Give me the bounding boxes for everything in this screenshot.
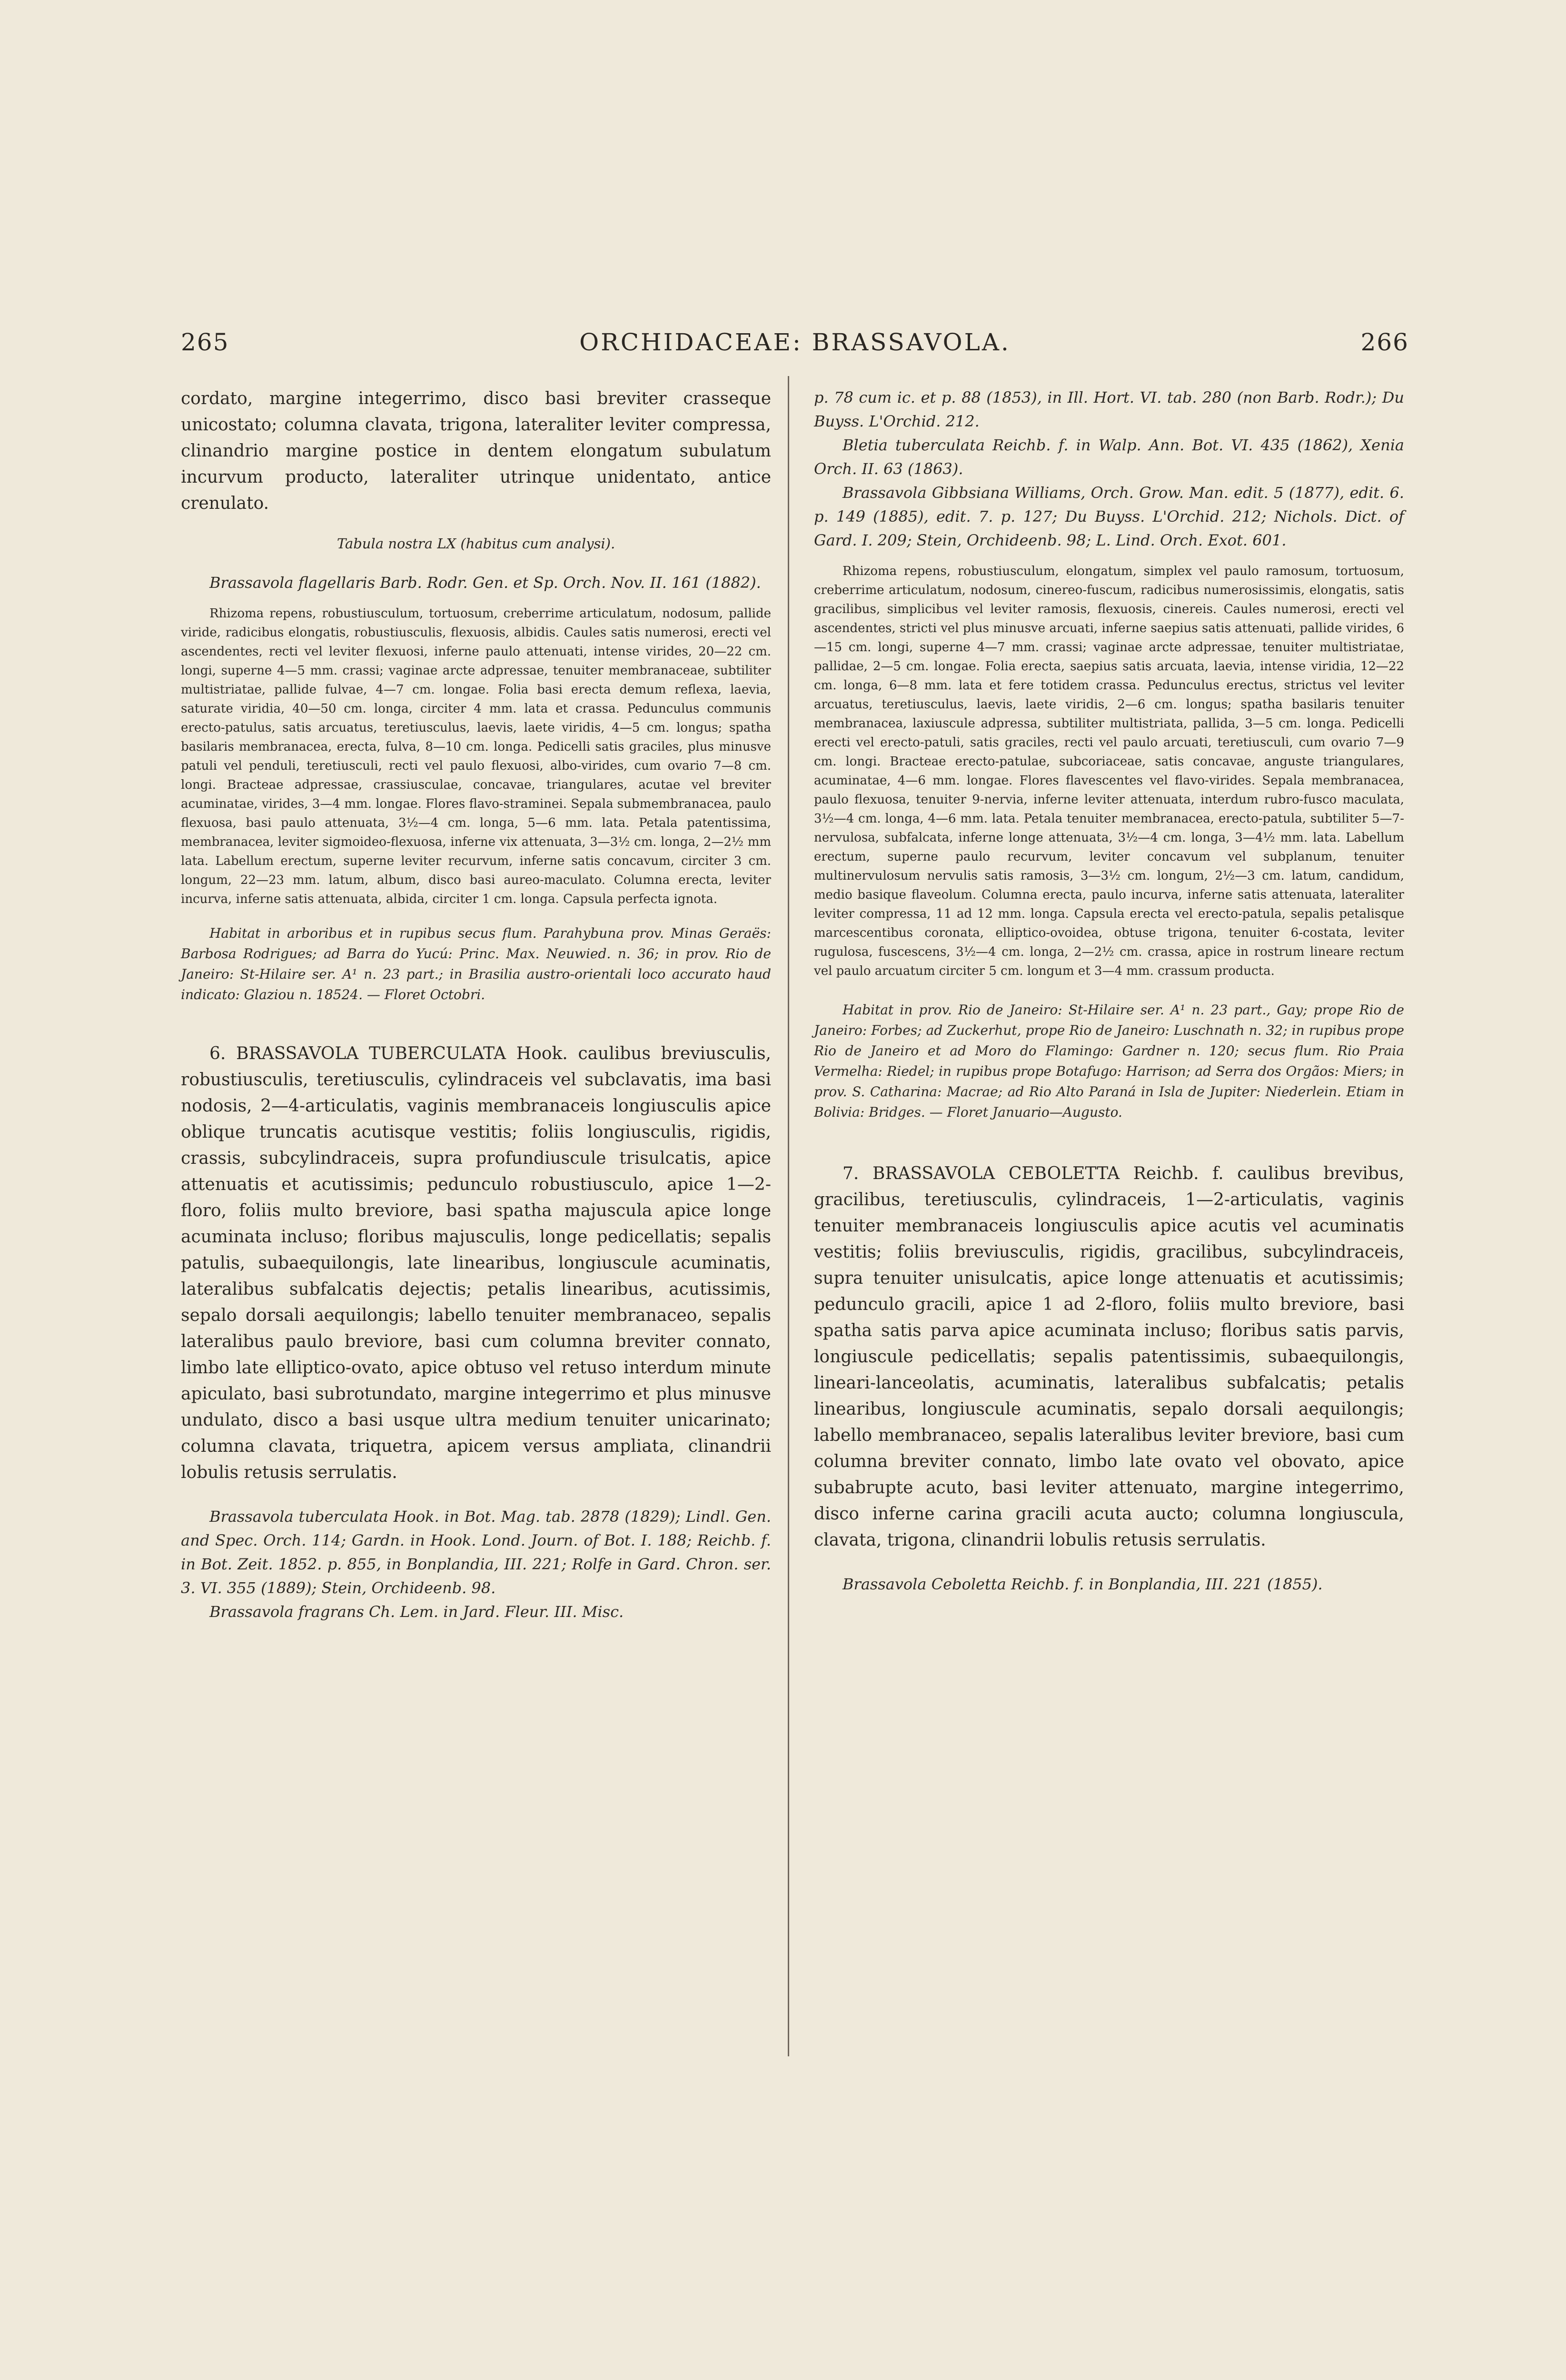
tuberculata-habitat: Habitat in prov. Rio de Janeiro: St-Hilaire ser. A¹ n. 23 part., Gay; prope Rio de Janeiro: Forbes; ad Zuckerhut, prope Rio de Janeiro: Luschnath n. 32; in rupibus prope Rio de Janeiro et ad Moro do Flamingo: Gardner n. 120; secus flum. Rio Praia Vermelha: Riedel; in rupibus prope Botafugo: Harrison; ad Serra dos Orgãos: Miers; in prov. S. Catharina: Macrae; ad Rio Alto Paraná in Isla de Jupiter: Niederlein. Etiam in Bolivia: Bridges. — Floret Januario—Augusto. [814,1002,1404,1120]
tuberculata-references: Brassavola tuberculata Hook. in Bot. Mag. tab. 2878 (1829); Lindl. Gen. and Spec. Orch. 114; Gardn. in Hook. Lond. Journ. of Bot. I. 188; Reichb. f. in Bot. Zeit. 1852. p. 855, in Bonplandia, III. 221; Rolfe in Gard. Chron. ser. 3. VI. 355 (1889); Stein, Orchideenb. 98. [181,1507,771,1597]
ceboletta-description: 7. BRASSAVOLA CEBOLETTA Reichb. f. caulibus brevibus, gracilibus, teretiusculis, cylindraceis, 1—2-articulatis, vaginis tenuiter membranaceis longiusculis apice acutis vel acuminatis vestitis; foliis breviusculis, rigidis, gracilibus, subcylindraceis, supra tenuiter unisulcatis, apice longe attenuatis et acutissimis; pedunculo gracili, apice 1 ad 2-floro, foliis multo breviore, basi spatha satis parva apice acuminata incluso; floribus satis parvis, longiuscule pedicellatis; sepalis patentissimis, subaequilongis, lineari-lanceolatis, acuminatis, lateralibus subfalcatis; petalis linearibus, longiuscule acuminatis, sepalo dorsali aequilongis; labello membranaceo, sepalis lateralibus leviter breviore, basi cum columna breviter connato, limbo late ovato vel obovato, apice subabrupte acuto, basi leviter attenuato, margine integerrimo, disco inferne carina gracili acuta aucto; columna longiuscula, clavata, trigona, clinandrii lobulis retusis serrulatis. [814,1164,1404,1550]
gibbsiana-reference: Brassavola Gibbsiana Williams, Orch. Grow. Man. edit. 5 (1877), edit. 6. p. 149 (1885), edit. 7. p. 127; Du Buyss. L'Orchid. 212; Nichols. Dict. of Gard. I. 209; Stein, Orchideenb. 98; L. Lind. Orch. Exot. 601. [814,484,1404,549]
tuberculata-description: 6. BRASSAVOLA TUBERCULATA Hook. caulibus breviusculis, robustiusculis, teretiusculis, cylindraceis vel subclavatis, ima basi nodosis, 2—4-articulatis, vaginis membranaceis longiusculis apice oblique truncatis acutisque vestitis; foliis longiusculis, rigidis, crassis, subcylindraceis, supra profundiuscule trisulcatis, apice attenuatis et acutissimis; pedunculo robustiusculo, apice 1—2-floro, foliis multo breviore, basi spatha majuscula apice longe acuminata incluso; floribus majusculis, longe pedicellatis; sepalis patulis, subaequilongis, late linearibus, longiuscule acuminatis, lateralibus subfalcatis dejectis; petalis linearibus, acutissimis, sepalo dorsali aequilongis; labello tenuiter membranaceo, sepalis lateralibus paulo breviore, basi cum columna breviter connato, limbo late elliptico-ovato, apice obtuso vel retuso interdum minute apiculato, basi subrotundato, margine integerrimo et plus minusve undulato, disco a basi usque ultra medium tenuiter unicarinato; columna clavata, triquetra, apicem versus ampliata, clinandrii lobulis retusis serrulatis. [181,1044,771,1482]
column-divider [788,376,789,2056]
fragrans-reference: Brassavola fragrans Ch. Lem. in Jard. Fleur. III. Misc. [209,1603,624,1621]
plate-reference: Tabula nostra LX (habitus cum analysi). [337,536,615,552]
running-title: ORCHIDACEAE: BRASSAVOLA. [579,328,1011,356]
bletia-reference: Bletia tuberculata Reichb. f. in Walp. Ann. Bot. VI. 435 (1862), Xenia Orch. II. 63 (1863). [814,436,1404,478]
page-number-right: 266 [1360,328,1409,356]
flagellaris-habitat: Habitat in arboribus et in rupibus secus flum. Parahybuna prov. Minas Geraës: Barbosa Rodrigues; ad Barra do Yucú: Princ. Max. Neuwied. n. 36; in prov. Rio de Janeiro: St-Hilaire ser. A¹ n. 23 part.; in Brasilia austro-orientali loco accurato haud indicato: Glaziou n. 18524. — Floret Octobri. [181,925,771,1002]
continued-references: p. 78 cum ic. et p. 88 (1853), in Ill. Hort. VI. tab. 280 (non Barb. Rodr.); Du Buyss. L'Orchid. 212. [814,388,1404,430]
ceboletta-reference: Brassavola Ceboletta Reichb. f. in Bonplandia, III. 221 (1855). [842,1575,1323,1593]
running-header [181,328,1409,371]
left-column [181,386,771,1624]
flagellaris-reference: Brassavola flagellaris Barb. Rodr. Gen. et Sp. Orch. Nov. II. 161 (1882). [209,574,761,592]
flagellaris-description: Rhizoma repens, robustiusculum, tortuosum, creberrime articulatum, nodosum, pallide viride, radicibus elongatis, robustiusculis, flexuosis, albidis. Caules satis numerosi, erecti vel ascendentes, recti vel leviter flexuosi, inferne paulo attenuati, intense virides, 20—22 cm. longi, superne 4—5 mm. crassi; vaginae arcte adpressae, tenuiter membranaceae, subtiliter multistriatae, pallide fulvae, 4—7 cm. longae. Folia basi erecta demum reflexa, laevia, saturate viridia, 40—50 cm. longa, circiter 4 mm. lata et crassa. Pedunculus communis erecto-patulus, satis arcuatus, teretiusculus, laevis, laete viridis, 4—5 cm. longus; spatha basilaris membranacea, erecta, fulva, 8—10 cm. longa. Pedicelli satis graciles, plus minusve patuli vel penduli, teretiusculi, recti vel paulo flexuosi, albo-virides, cum ovario 7—8 cm. longi. Bracteae adpressae, crassiusculae, concavae, triangulares, acutae vel breviter acuminatae, virides, 3—4 mm. longae. Flores flavo-straminei. Sepala submembranacea, paulo flexuosa, basi paulo attenuata, 3½—4 cm. longa, 5—6 mm. lata. Petala patentissima, membranacea, leviter sigmoideo-flexuosa, inferne vix attenuata, 3—3½ cm. longa, 2—2½ mm lata. Labellum erectum, superne leviter recurvum, inferne satis concavum, circiter 3 cm. longum, 22—23 mm. latum, album, disco basi aureo-maculato. Columna erecta, leviter incurva, inferne satis attenuata, albida, circiter 1 cm. longa. Capsula perfecta ignota. [181,606,771,906]
continued-description: cordato, margine integerrimo, disco basi breviter crasseque unicostato; columna clavata, trigona, lateraliter leviter compressa, clinandrio margine postice in dentem elongatum subulatum incurvum producto, lateraliter utrinque unidentato, antice crenulato. [181,389,771,513]
right-column [814,386,1404,1596]
tuberculata-detail-description: Rhizoma repens, robustiusculum, elongatum, simplex vel paulo ramosum, tortuosum, creberrime articulatum, nodosum, cinereo-fuscum, radicibus numerosissimis, elongatis, satis gracilibus, simplicibus vel leviter ramosis, flexuosis, cinereis. Caules numerosi, erecti vel ascendentes, stricti vel plus minusve arcuati, inferne saepius satis attenuati, pallide virides, 6—15 cm. longi, superne 4—7 mm. crassi; vaginae arcte adpressae, tenuiter multistriatae, pallidae, 2—5 cm. longae. Folia erecta, saepius satis arcuata, laevia, intense viridia, 12—22 cm. longa, 6—8 mm. lata et fere totidem crassa. Pedunculus erectus, strictus vel leviter arcuatus, teretiusculus, laevis, laete viridis, 2—6 cm. longus; spatha basilaris tenuiter membranacea, laxiuscule adpressa, subtiliter multistriata, pallida, 3—5 cm. longa. Pedicelli erecti vel erecto-patuli, satis graciles, recti vel paulo arcuati, teretiusculi, cum ovario 7—9 cm. longi. Bracteae erecto-patulae, subcoriaceae, satis concavae, anguste triangulares, acuminatae, 4—6 mm. longae. Flores flavescentes vel flavo-virides. Sepala membranacea, paulo flexuosa, tenuiter 9-nervia, inferne leviter attenuata, interdum rubro-fusco maculata, 3½—4 cm. longa, 4—6 mm. lata. Petala tenuiter membranacea, erecto-patula, subtiliter 5—7-nervulosa, subfalcata, inferne longe attenuata, 3½—4 cm. longa, 3—4½ mm. lata. Labellum erectum, superne paulo recurvum, leviter concavum vel subplanum, tenuiter multinervulosum nervulis satis ramosis, 3—3½ cm. longum, 2½—3 cm. latum, candidum, medio basique flaveolum. Columna erecta, paulo incurva, inferne satis attenuata, lateraliter leviter compressa, 11 ad 12 mm. longa. Capsula erecta vel erecto-patula, sepalis petalisque marcescentibus coronata, elliptico-ovoidea, obtuse trigona, tenuiter 6-costata, leviter rugulosa, fuscescens, 3½—4 cm. longa, 2—2½ cm. crassa, apice in rostrum lineare rectum vel paulo arcuatum circiter 5 cm. longum et 3—4 mm. crassum producta. [814,564,1404,978]
page-number-left: 265 [181,328,229,356]
